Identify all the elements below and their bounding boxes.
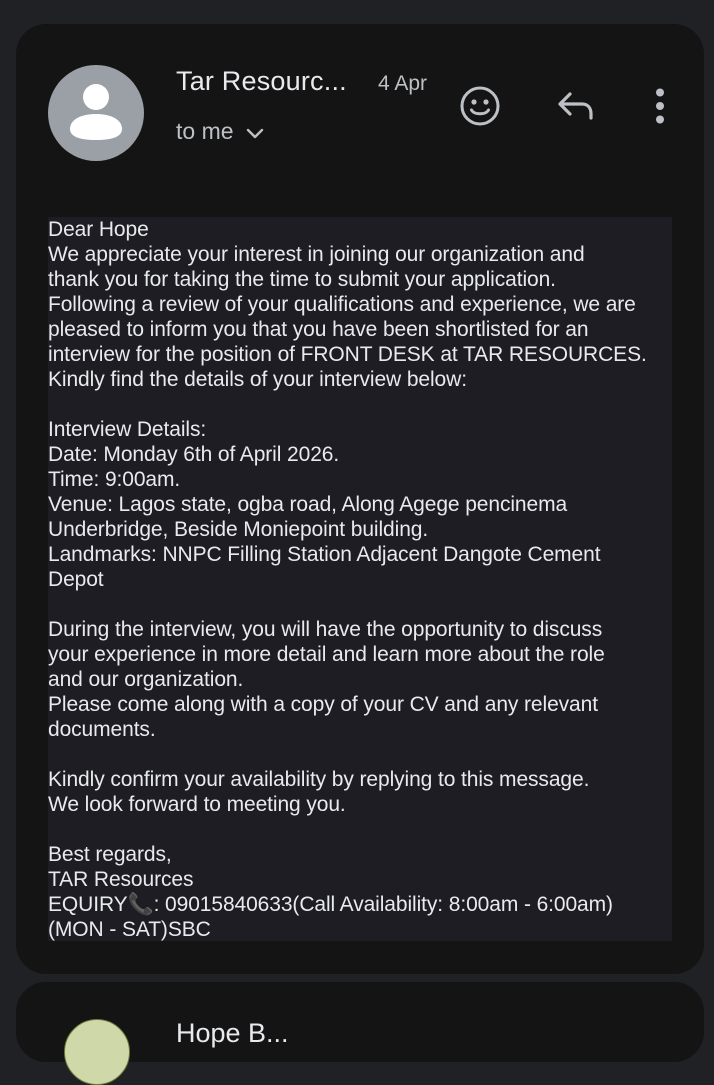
chevron-down-icon: [246, 128, 264, 140]
sender-avatar[interactable]: [48, 65, 144, 161]
body-line: Venue: Lagos state, ogba road, Along Agege pencinema: [48, 493, 568, 516]
body-line: Dear Hope: [48, 218, 149, 241]
person-avatar-icon: [48, 65, 144, 161]
body-line: documents.: [48, 718, 156, 741]
phone-line[interactable]: EQUIRY📞: 09015840633(Call Availability: 8:00am - 6:00am): [48, 893, 613, 916]
body-line: We look forward to meeting you.: [48, 793, 346, 816]
body-line: TAR Resources: [48, 868, 194, 891]
next-sender-name: Hope B...: [176, 1018, 289, 1048]
email-message-card: [16, 24, 704, 974]
sender-name[interactable]: Tar Resourc...: [176, 66, 347, 96]
body-line: During the interview, you will have the opportunity to discuss: [48, 618, 603, 641]
paragraph-gap: [48, 392, 672, 417]
body-line: Please come along with a copy of your CV and any relevant: [48, 693, 598, 716]
body-line: Best regards,: [48, 843, 172, 866]
more-vert-icon: [654, 88, 666, 124]
next-message-card[interactable]: [16, 982, 704, 1062]
body-line: Kindly confirm your availability by replying to this message.: [48, 768, 590, 791]
paragraph-gap: [48, 742, 672, 767]
body-line: Date: Monday 6th of April 2026.: [48, 443, 340, 466]
body-line: interview for the position of FRONT DESK at TAR RESOURCES.: [48, 343, 647, 366]
body-line: and our organization.: [48, 668, 244, 691]
recipient-label: to me: [176, 118, 234, 144]
body-line: pleased to inform you that you have been shortlisted for an: [48, 318, 589, 341]
body-line: Time: 9:00am.: [48, 468, 181, 491]
body-line: Underbridge, Beside Moniepoint building.: [48, 518, 429, 541]
body-line: (MON - SAT)SBC: [48, 918, 211, 941]
body-line: Interview Details:: [48, 418, 207, 441]
recipient-toggle[interactable]: [176, 118, 264, 145]
body-line: thank you for taking the time to submit your application.: [48, 268, 556, 291]
message-date: 4 Apr: [378, 72, 428, 95]
add-reaction-button[interactable]: [452, 81, 508, 131]
add-reaction-icon: [459, 85, 501, 127]
email-body: [48, 217, 672, 941]
body-line: your experience in more detail and learn more about the role: [48, 643, 605, 666]
body-line: We appreciate your interest in joining our organization and: [48, 243, 585, 266]
more-options-button[interactable]: [636, 81, 684, 131]
paragraph-gap: [48, 592, 672, 617]
body-line: Kindly find the details of your interview below:: [48, 368, 467, 391]
body-line: Landmarks: NNPC Filling Station Adjacent Dangote Cement: [48, 543, 601, 566]
body-line: Depot: [48, 568, 104, 591]
paragraph-gap: [48, 817, 672, 842]
reply-button[interactable]: [548, 81, 604, 131]
reply-icon: [556, 90, 596, 122]
body-line: Following a review of your qualifications and experience, we are: [48, 293, 636, 316]
